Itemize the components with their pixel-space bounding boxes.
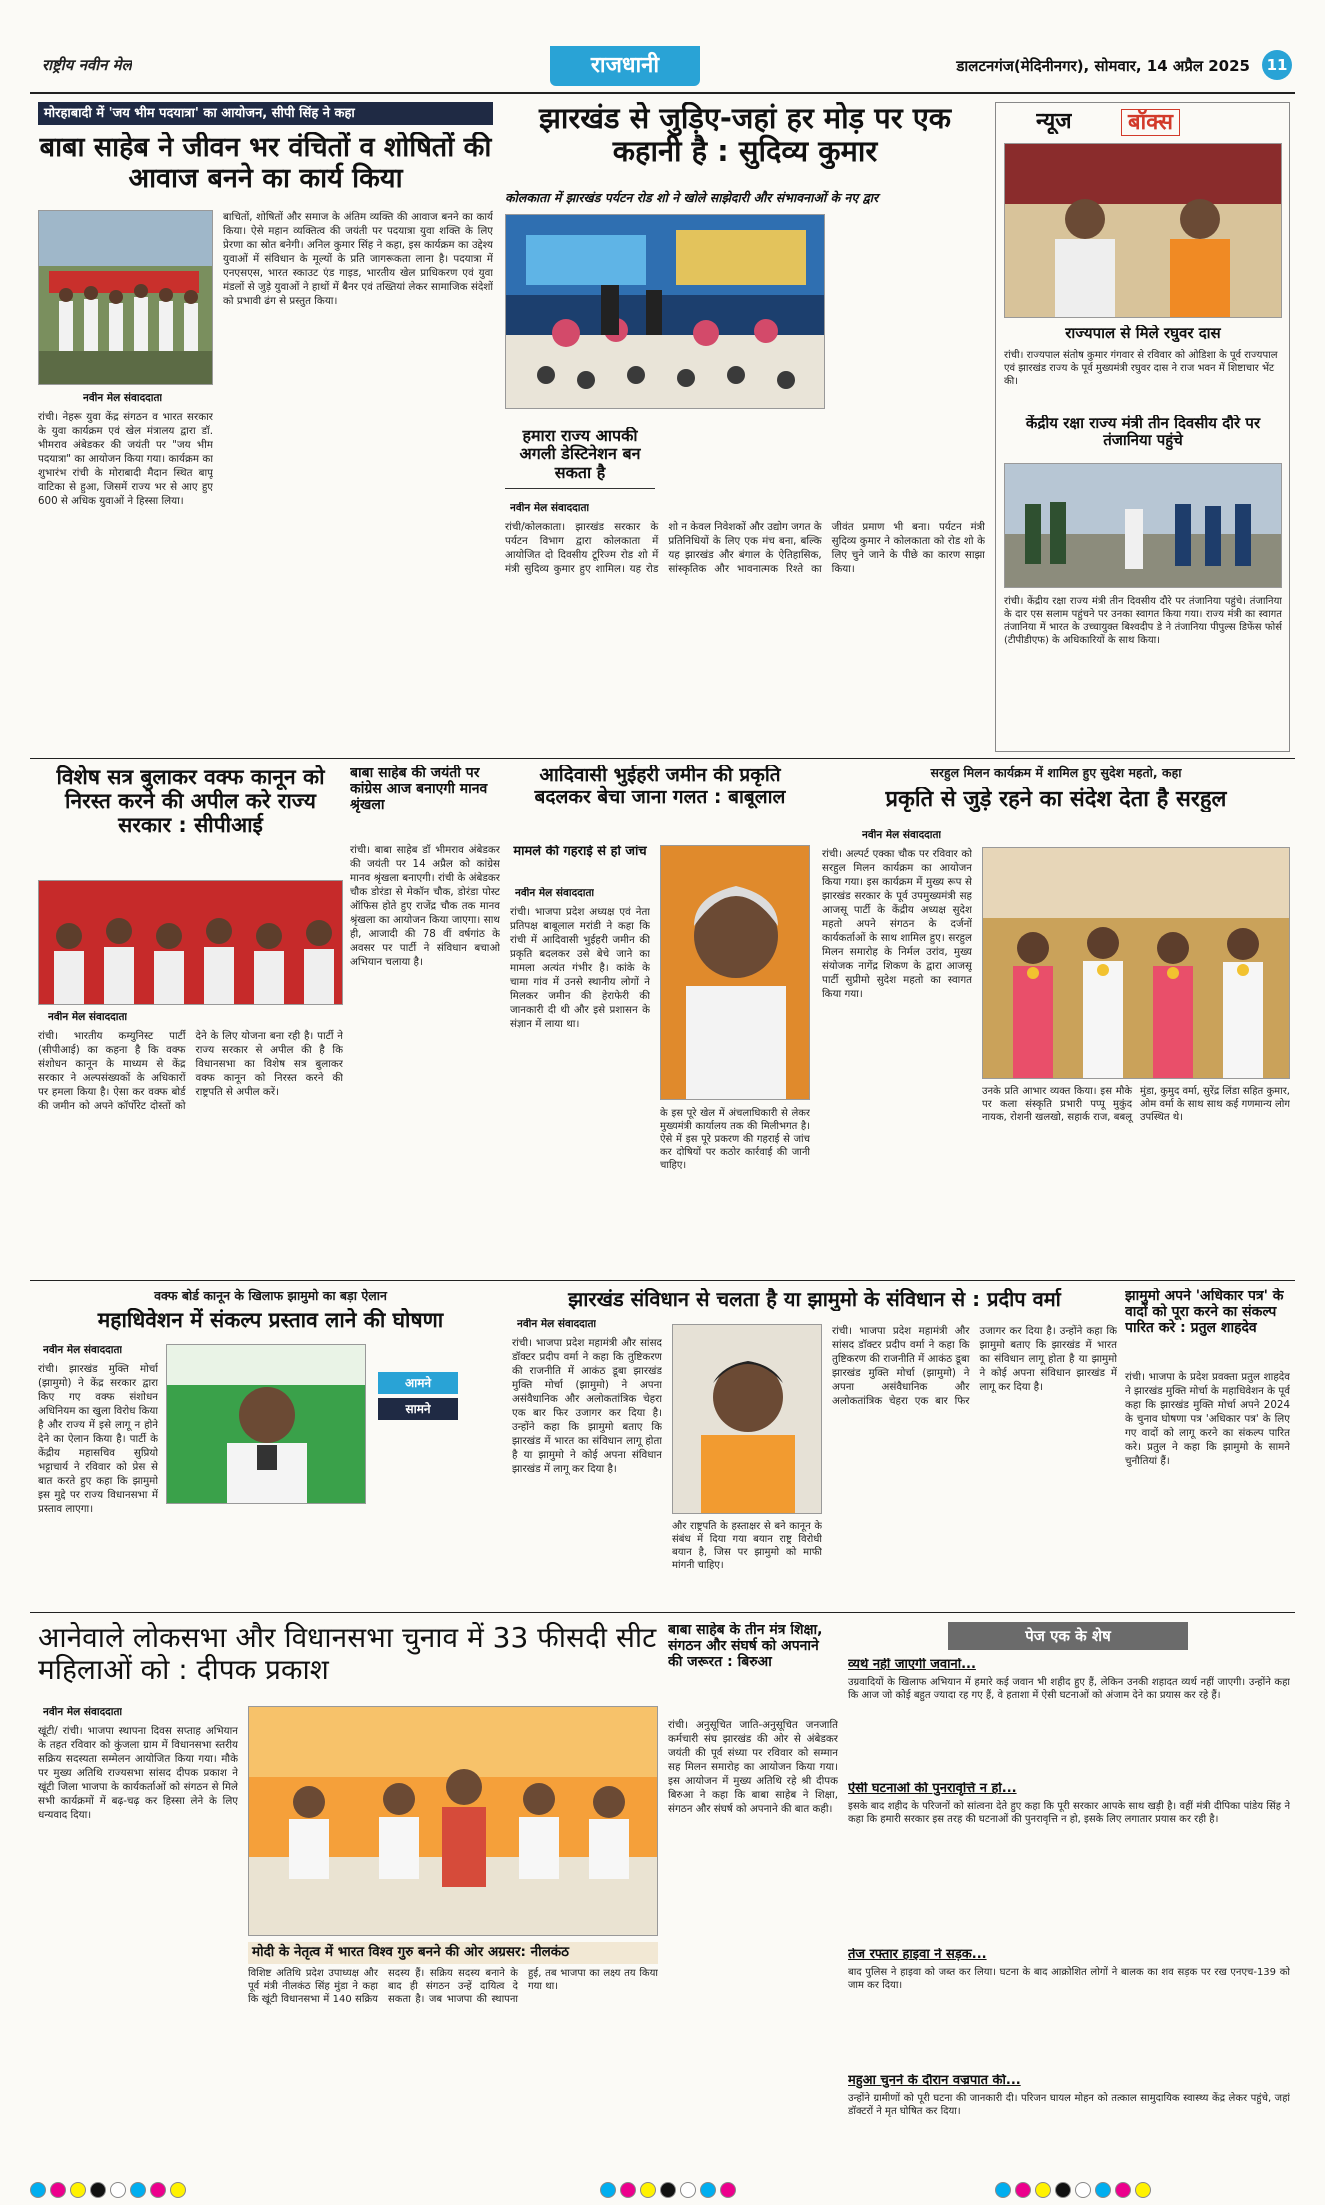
registration-swatch: [90, 2182, 106, 2198]
registration-swatch: [30, 2182, 46, 2198]
story-deepak-prakash: [38, 1622, 658, 2177]
story-headline: आनेवाले लोकसभा और विधानसभा चुनाव में 33 फीसदी सीट महिलाओं को : दीपक प्रकाश: [38, 1622, 657, 1687]
story-body: रांची। भाजपा प्रदेश अध्यक्ष एवं नेता प्रतिपक्ष बाबूलाल मरांडी ने कहा कि रांची में आदिवासी भुईहरी जमीन की प्रकृति बदलकर उसे बेचे जाने का मामला अत्यंत गंभीर है। कांके के चामा गांव में उनसे स्थानीय लोगों ने मिलकर जमीन की हेराफेरी की जानकारी दी थी और इसे प्रशासन के संज्ञान में लाया था।: [510, 906, 650, 1030]
registration-swatch: [1095, 2182, 1111, 2198]
news-box: [995, 102, 1290, 752]
paper-name: राष्ट्रीय नवीन मेल: [42, 56, 132, 74]
story-body: रांची। बाबा साहेब डॉ भीमराव अंबेडकर की जयंती पर 14 अप्रैल को कांग्रेस मानव श्रृंखला बनाएगी। रांची के अंबेडकर चौक डोरंडा से मेकॉन चौक, डोरंडा पोस्ट ऑफिस होते हुए राजेंद्र चौक तक मानव श्रृंखला का आयोजन किया जाएगा। साथ ही, आजादी की 78 वीं वर्षगांठ के अवसर पर पार्टी ने संविधान बचाओ अभियान चलाया है।: [350, 844, 500, 968]
registration-swatch: [170, 2182, 186, 2198]
row-rule-2: [30, 1280, 1295, 1281]
story-byline: नवीन मेल संवाददाता: [48, 1011, 128, 1023]
story-headline: प्रकृति से जुड़े रहने का संदेश देता है सरहुल: [885, 787, 1227, 812]
vs-badge-bottom: सामने: [378, 1398, 458, 1420]
story-birua: [668, 1622, 838, 2177]
registration-swatches-right: [995, 2182, 1295, 2200]
story-body: रांची। झारखंड मुक्ति मोर्चा (झामुमो) ने केंद्र सरकार द्वारा किए गए वक्फ संशोधन अधिनियम का खुला विरोध किया है और राज्य में इसे लागू न होने देने का ऐलान किया है। पार्टी के केंद्रीय महासचिव सुप्रियो भट्टाचार्य ने रविवार को प्रेस से बात करते हुए कहा कि झामुमो इस मुद्दे पर राज्य विधानसभा में प्रस्ताव लाएगा।: [38, 1363, 158, 1515]
pullquote: हमारा राज्य आपकी अगली डेस्टिनेशन बन सकता है: [505, 427, 655, 489]
story-headline: बाबा साहेब की जयंती पर कांग्रेस आज बनाएगी मानव श्रृंखला: [350, 765, 488, 814]
story-body: रांची। अनुसूचित जाति-अनुसूचित जनजाति कर्मचारी संघ झारखंड की ओर से अंबेडकर जयंती की पूर्व संध्या पर रविवार को सम्मान सह मिलन समारोह का आयोजन किया गया। इस आयोजन में मुख्य अतिथि रहे श्री दीपक बिरुआ ने कहा कि बाबा साहेब ने शिक्षा, संगठन और संघर्ष को अपनाने की बात कही।: [668, 1719, 838, 1815]
registration-swatch: [1075, 2182, 1091, 2198]
pradeep-photo-caption: और राष्ट्रपति के हस्ताक्षर से बने कानून के संबंध में दिया गया बयान राष्ट्र विरोधी बयान है, जिस पर झामुमो को माफी मांगनी चाहिए।: [672, 1521, 822, 1571]
registration-bar: [30, 2182, 1295, 2200]
page-number: 11: [1262, 50, 1292, 80]
registration-swatch: [1135, 2182, 1151, 2198]
bjp-meeting-photo: [248, 1706, 658, 1936]
registration-swatch: [720, 2182, 736, 2198]
story-kicker: मोरहाबादी में 'जय भीम पदयात्रा' का आयोजन, सीपी सिंह ने कहा: [38, 102, 493, 125]
story-body: रांची। भारतीय कम्युनिस्ट पार्टी (सीपीआई) का कहना है कि वक्फ संशोधन कानून के माध्यम से केंद्र सरकार ने अल्पसंख्यकों के अधिकारों पर हमला किया है। ऐसा कर वक्फ बोर्ड की जमीन को अपने कॉर्पोरेट दोस्तों को देने के लिए योजना बना रही है। पार्टी ने राज्य सरकार से अपील की है कि विधानसभा का विशेष सत्र बुलाकर वक्फ कानून को निरस्त करने की राष्ट्रपति से अपील करें।: [38, 1030, 343, 1112]
story-pradeep-verma: [512, 1288, 1117, 1608]
bjp-photo-text: विशिष्ट अतिथि प्रदेश उपाध्यक्ष और पूर्व मंत्री नीलकंठ सिंह मुंडा ने कहा कि खूंटी विधानसभा में 140 सक्रिय सदस्य हैं। सक्रिय सदस्य बनाने के बाद ही संगठन उन्हें दायित्व दे सकता है। जब भाजपा की स्थापना हुई, तब भाजपा का लक्ष्य तय किया गया था।: [248, 1968, 658, 2005]
newsbox-photo-text: रांची। राज्यपाल संतोष कुमार गंगवार से रविवार को ओडिशा के पूर्व राज्यपाल एवं झारखंड राज्य के पूर्व मुख्यमंत्री रघुवर दास ने राज भवन में शिष्टाचार भेंट की।: [1004, 350, 1278, 387]
story-para-2: बाचितों, शोषितों और समाज के अंतिम व्यक्ति की आवाज बनने का कार्य किया। ऐसे महान व्यक्तित्व की जयंती पर पदयात्रा युवा शक्ति के लिए प्रेरणा का स्रोत बनेगी। अनिल कुमार सिंह ने कहा, इस कार्यक्रम का उद्देश्य युवाओं में संविधान के मूल्यों के प्रति जागरूकता लाना है। पदयात्रा में एनएसएस, भारत स्काउट एंड गाइड, भारतीय खेल प्राधिकरण एवं युवा मंडलों से जुड़े युवाओं ने हाथों में बैनर एवं तख्तियां लेकर सामाजिक संदेशों को प्रभावी ढंग से प्रस्तुत किया।: [223, 211, 493, 307]
story-body-continued: रांची। भाजपा प्रदेश महामंत्री और सांसद डॉक्टर प्रदीप वर्मा ने कहा कि तुष्टिकरण की राजनीति में आकंठ डूबा झारखंड मुक्ति मोर्चा (झामुमो) ने अपना असंवैधानिक और अलोकतांत्रिक चेहरा एक बार फिर उजागर कर दिया है। उन्होंने कहा कि झामुमो बताए कि झारखंड में भारत का संविधान लागू होता है या झामुमो ने कोई अपना संविधान झारखंड में लागू कर दिया है।: [832, 1325, 1117, 1407]
story-headline: बाबा साहेब ने जीवन भर वंचितों व शोषितों की आवाज बनने का कार्य किया: [39, 132, 492, 195]
story-headline: बाबा साहेब के तीन मंत्र शिक्षा, संगठन और संघर्ष को अपनाने की जरूरत : बिरुआ: [668, 1622, 823, 1671]
story-body: रांची। भाजपा के प्रदेश प्रवक्ता प्रतुल शाहदेव ने झारखंड मुक्ति मोर्चा के महाधिवेशन के पूर्व कहा कि झारखंड मुक्ति मोर्चा अपने 2024 के चुनाव घोषणा पत्र 'अधिकार पत्र' के लिए गए वादों को लागू करने का संकल्प पारित करे। प्रतुल ने कहा कि झामुमो के सामने चुनौतियां हैं।: [1125, 1371, 1290, 1467]
registration-swatch: [640, 2182, 656, 2198]
story-babulal-land: [510, 765, 810, 1275]
registration-swatch: [110, 2182, 126, 2198]
registration-swatches-left: [30, 2182, 330, 2200]
registration-swatch: [1115, 2182, 1131, 2198]
registration-swatch: [150, 2182, 166, 2198]
story-body: रांची/कोलकाता। झारखंड सरकार के पर्यटन विभाग द्वारा कोलकाता में आयोजित दो दिवसीय टूरिज्म रोड शो में मंत्री सुदिव्य कुमार हुए शामिल। यह रोड शो न केवल निवेशकों और उद्योग जगत के प्रतिनिधियों के लिए एक मंच बना, बल्कि यह झारखंड और बंगाल के ऐतिहासिक, सांस्कृतिक और भावनात्मक रिश्ते का जीवंत प्रमाण भी बना। पर्यटन मंत्री सुदिव्य कुमार ने कोलकाता को रोड शो के लिए चुने जाने के पीछे का कारण साझा किया।: [505, 521, 985, 575]
row-rule-1: [30, 758, 1295, 759]
registration-swatch: [1015, 2182, 1031, 2198]
padyatra-photo: [38, 210, 213, 385]
story-sarhul: [822, 765, 1290, 1275]
story-kicker: कोलकाता में झारखंड पर्यटन रोड शो ने खोले साझेदारी और संभावनाओं के नए द्वार: [505, 190, 879, 205]
dateline: डालटनगंज(मेदिनीनगर), सोमवार, 14 अप्रैल 2025: [956, 57, 1250, 75]
registration-swatch: [70, 2182, 86, 2198]
continued-item1-text: उग्रवादियों के खिलाफ अभियान में हमारे कई जवान भी शहीद हुए हैं, लेकिन उनकी शहादत व्यर्थ नहीं जाएगी। उन्होंने कहा कि आज जो कोई बहुत ज्यादा रह गए हैं, वे हताशा में ऐसी घटनाओं को अंजाम देने का प्रयास कर रहे हैं।: [848, 1677, 1290, 1701]
babulal-photo-caption: के इस पूरे खेल में अंचलाधिकारी से लेकर मुख्यमंत्री कार्यालय तक की मिलीभगत है। ऐसे में इस पूरे प्रकरण की गहराई से जांच कर दोषियों पर कठोर कार्रवाई की जानी चाहिए।: [660, 1108, 810, 1171]
registration-swatch: [660, 2182, 676, 2198]
story-headline: झारखंड संविधान से चलता है या झामुमो के संविधान से : प्रदीप वर्मा: [568, 1288, 1061, 1311]
story-body: रांची। अल्पर्ट एक्का चौक पर रविवार को सरहुल मिलन कार्यक्रम का आयोजन किया गया। इस कार्यक्रम में मुख्य रूप से झारखंड सरकार के पूर्व उपमुख्यमंत्री सह आजसू पार्टी के केंद्रीय अध्यक्ष सुदेश महतो अपने संगठन के दर्जनों कार्यकर्ताओं के साथ शामिल हुए। सरहुल मिलन समारोह के निर्मल उरांव, मुख्य संयोजक नागेंद्र शिकण के द्वारा आजसू पार्टी सुप्रीमो सुदेश महतो का स्वागत किया गया।: [822, 848, 972, 1000]
story-jai-bhim-padyatra: [38, 102, 493, 752]
registration-swatch: [995, 2182, 1011, 2198]
story-headline: आदिवासी भुईहरी जमीन की प्रकृति बदलकर बेचा जाना गलत : बाबूलाल: [534, 765, 786, 808]
vs-badge-top: आमने: [378, 1372, 458, 1394]
story-jharkhand-tourism: [505, 102, 985, 752]
row-rule-3: [30, 1612, 1295, 1613]
sarhul-photo: [982, 847, 1290, 1079]
registration-swatch: [1035, 2182, 1051, 2198]
story-pratul-shahdeo: [1125, 1288, 1290, 1608]
story-headline: झामुमो अपने 'अधिकार पत्र' के वादों को पूरा करने का संकल्प पारित करे : प्रतुल शाहदेव: [1125, 1288, 1284, 1337]
governor-photo: [1004, 143, 1282, 318]
roadshow-photo: [505, 214, 825, 409]
story-headline: विशेष सत्र बुलाकर वक्फ कानून को निरस्त करने की अपील करे राज्य सरकार : सीपीआई: [56, 765, 325, 838]
story-headline: महाधिवेशन में संकल्प प्रस्ताव लाने की घोषणा: [97, 1308, 444, 1332]
registration-swatch: [620, 2182, 636, 2198]
newsbox-photo-caption: राज्यपाल से मिले रघुवर दास: [1065, 325, 1221, 342]
bjp-photo-caption: मोदी के नेतृत्व में भारत विश्व गुरु बनने की ओर अग्रसर: नीलकंठ: [248, 1942, 658, 1964]
continued-item2-text: इसके बाद शहीद के परिजनों को सांत्वना देते हुए कहा कि पूरी सरकार आपके साथ खड़ी है। वहीं मंत्री दीपिका पांडेय सिंह ने कहा कि हमारी सरकार इस तरह की घटनाओं की पुनरावृत्ति न हो, इसके लिए लगातार प्रयास कर रही है।: [848, 1801, 1290, 1825]
continued-item4-text: उन्होंने ग्रामीणों को पूरी घटना की जानकारी दी। परिजन घायल मोहन को तत्काल सामुदायिक स्वास्थ्य केंद्र लेकर पहुंचे, जहां डॉक्टरों ने मृत घोषित कर दिया।: [848, 2093, 1290, 2117]
story-byline: नवीन मेल संवाददाता: [517, 1318, 597, 1330]
registration-swatch: [1055, 2182, 1071, 2198]
masthead-rule: [30, 92, 1295, 94]
newsbox-item2-text: रांची। केंद्रीय रक्षा राज्य मंत्री तीन दिवसीय दौरे पर तंजानिया पहुंचे। तंजानिया के दार एस सलाम पहुंचने पर उनका स्वागत किया गया। राज्य मंत्री का स्वागत तंजानिया में भारत के उच्चायुक्त बिश्वदीप डे ने तंजानिया पीपुल्स डिफेंस फोर्स (टीपीडीएफ) के अधिकारियों के साथ किया।: [1004, 596, 1282, 646]
story-body: रांची। भाजपा प्रदेश महामंत्री और सांसद डॉक्टर प्रदीप वर्मा ने कहा कि तुष्टिकरण की राजनीति में आकंठ डूबा झारखंड मुक्ति मोर्चा (झामुमो) ने अपना असंवैधानिक और अलोकतांत्रिक चेहरा एक बार फिर उजागर कर दिया है। उन्होंने कहा कि झामुमो बताए कि झारखंड में भारत का संविधान लागू होता है या झामुमो ने कोई अपना संविधान झारखंड में लागू कर दिया है।: [512, 1337, 662, 1475]
newsbox-label-a: न्यूज: [1036, 109, 1072, 134]
story-body: खूंटी/ रांची। भाजपा स्थापना दिवस सप्ताह अभियान के तहत रविवार को कुंजला ग्राम में विधानसभा स्तरीय सक्रिय सदस्यता सम्मेलन आयोजित किया गया। मौके पर मुख्य अतिथि राज्यसभा सांसद दीपक प्रकाश ने खूंटी जिला भाजपा के कार्यकर्ताओं को संगठन से मिले सभी कार्यक्रमों में बढ़-चढ़ कर हिस्सा लेने के लिए धन्यवाद दिया।: [38, 1725, 238, 1821]
sarhul-photo-caption: उनके प्रति आभार व्यक्त किया। इस मौके पर कला संस्कृति प्रभारी पप्पू मुकुंद नायक, रोशनी खलखो, सहार्क राज, बबलू मुंडा, कुमुद वर्मा, सुरेंद्र लिंडा सहित कुमार, ओम वर्मा के साथ साथ कई गणमान्य लोग उपस्थित थे।: [982, 1086, 1290, 1123]
registration-swatch: [600, 2182, 616, 2198]
registration-swatch: [50, 2182, 66, 2198]
story-byline: नवीन मेल संवाददाता: [43, 1344, 123, 1356]
babulal-portrait: [660, 845, 810, 1100]
section-label: राजधानी: [550, 46, 700, 86]
continued-item3-head: तेज रफ्तार हाइवा ने सड़क...: [848, 1948, 987, 1962]
registration-swatch: [700, 2182, 716, 2198]
story-byline: नवीन मेल संवाददाता: [43, 1706, 123, 1718]
newsbox-item2-headline: केंद्रीय रक्षा राज्य मंत्री तीन दिवसीय दौरे पर तंजानिया पहुंचे: [1025, 415, 1261, 450]
defence-minister-photo: [1004, 463, 1282, 588]
story-kicker: वक्फ बोर्ड कानून के खिलाफ झामुमो का बड़ा ऐलान: [154, 1288, 387, 1303]
continued-item1-head: व्यर्थ नहीं जाएगी जवानों...: [848, 1658, 976, 1672]
story-kicker: सरहुल मिलन कार्यक्रम में शामिल हुए सुदेश महतो, कहा: [930, 765, 1182, 780]
story-para-1: रांची। नेहरू युवा केंद्र संगठन व भारत सरकार के युवा कार्यक्रम एवं खेल मंत्रालय द्वारा डॉ. भीमराव अंबेडकर की जयंती पर "जय भीम पदयात्रा" का आयोजन किया गया। कार्यक्रम का शुभारंभ रांची के मोराबादी मैदान स्थित बापू वाटिका से हुआ, जिसमें राज्य भर से आए हुए 600 से अधिक युवाओं ने हिस्सा लिया।: [38, 411, 213, 507]
story-byline: नवीन मेल संवाददाता: [862, 829, 942, 841]
continued-item2-head: ऐसी घटनाओं की पुनरावृत्ति न हो...: [848, 1782, 1017, 1796]
registration-swatch: [680, 2182, 696, 2198]
newsbox-label-b: बॉक्स: [1121, 109, 1180, 136]
continued-item3-text: बाद पुलिस ने हाइवा को जब्त कर लिया। घटना के बाद आक्रोशित लोगों ने बालक का शव सड़क पर रख एनएच-139 को जाम कर दिया।: [848, 1967, 1290, 1991]
jmm-leader-photo: [166, 1344, 366, 1504]
story-byline: नवीन मेल संवाददाता: [510, 502, 590, 514]
registration-swatch: [130, 2182, 146, 2198]
masthead: [30, 44, 1295, 90]
story-cpi-waqf: [38, 765, 343, 1275]
story-byline: नवीन मेल संवाददाता: [83, 392, 163, 404]
story-jmm-resolution: [38, 1288, 503, 1608]
registration-swatches-center: [600, 2182, 740, 2200]
cpi-press-photo: [38, 880, 343, 1005]
story-congress-human-chain: [350, 765, 500, 1275]
continued-section: [848, 1622, 1290, 2177]
story-subhead: मामले की गहराई से हो जांच: [513, 845, 647, 859]
story-headline: झारखंड से जुड़िए-जहां हर मोड़ पर एक कहानी है : सुदिव्य कुमार: [538, 102, 952, 169]
story-byline: नवीन मेल संवाददाता: [515, 887, 595, 899]
continued-item4-head: महुआ चुनने के दौरान वज्रपात की...: [848, 2074, 1021, 2088]
vs-badge: [378, 1372, 458, 1422]
pradeep-verma-portrait: [672, 1324, 822, 1514]
continued-header: पेज एक के शेष: [948, 1622, 1188, 1650]
